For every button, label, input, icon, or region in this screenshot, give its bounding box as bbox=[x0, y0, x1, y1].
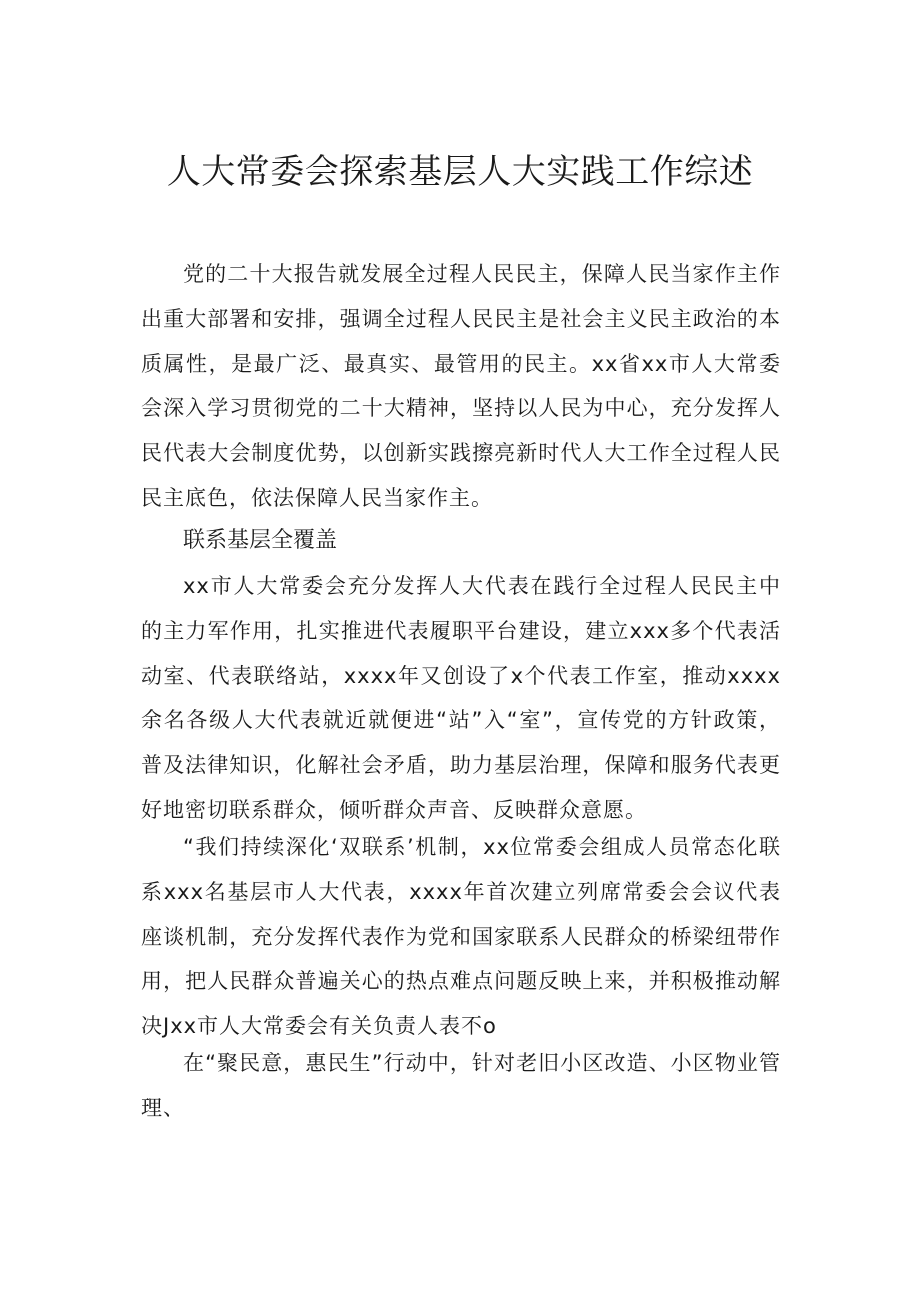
document-title: 人大常委会探索基层人大实践工作综述 bbox=[166, 152, 754, 192]
section-heading: 联系基层全覆盖 bbox=[183, 528, 338, 553]
paragraph-quote: “我们持续深化‘双联系’机制，xx位常委会组成人员常态化联系xxx名基层市人大代表，xxxx年首次建立列席常委会会议代表座谈机制，充分发挥代表作为党和国家联系人民群众的桥梁纽带作用，把人民群众普遍关心的热点难点问题反映上来，并积极推动解决Jxx市人大常委会有关负责人表不o bbox=[141, 835, 781, 1039]
paragraph-representatives: xx市人大常委会充分发挥人大代表在践行全过程人民民主中的主力军作用，扎实推进代表履职平台建设，建立xxx多个代表活动室、代表联络站，xxxx年又创设了x个代表工作室，推动xxxx余名各级人大代表就近就便进“站”入“室”，宣传党的方针政策，普及法律知识，化解社会矛盾，助力基层治理，保障和服务代表更好地密切联系群众，倾听群众声音、反映群众意愿。 bbox=[141, 574, 781, 822]
paragraph-action: 在“聚民意，惠民生”行动中，针对老旧小区改造、小区物业管理、 bbox=[141, 1051, 781, 1120]
paragraph-intro: 党的二十大报告就发展全过程人民民主，保障人民当家作主作出重大部署和安排，强调全过程人民民主是社会主义民主政治的本质属性，是最广泛、最真实、最管用的民主。xx省xx市人大常委会深入学习贯彻党的二十大精神，坚持以人民为中心，充分发挥人民代表大会制度优势，以创新实践擦亮新时代人大工作全过程人民民主底色，依法保障人民当家作主。 bbox=[141, 262, 781, 510]
